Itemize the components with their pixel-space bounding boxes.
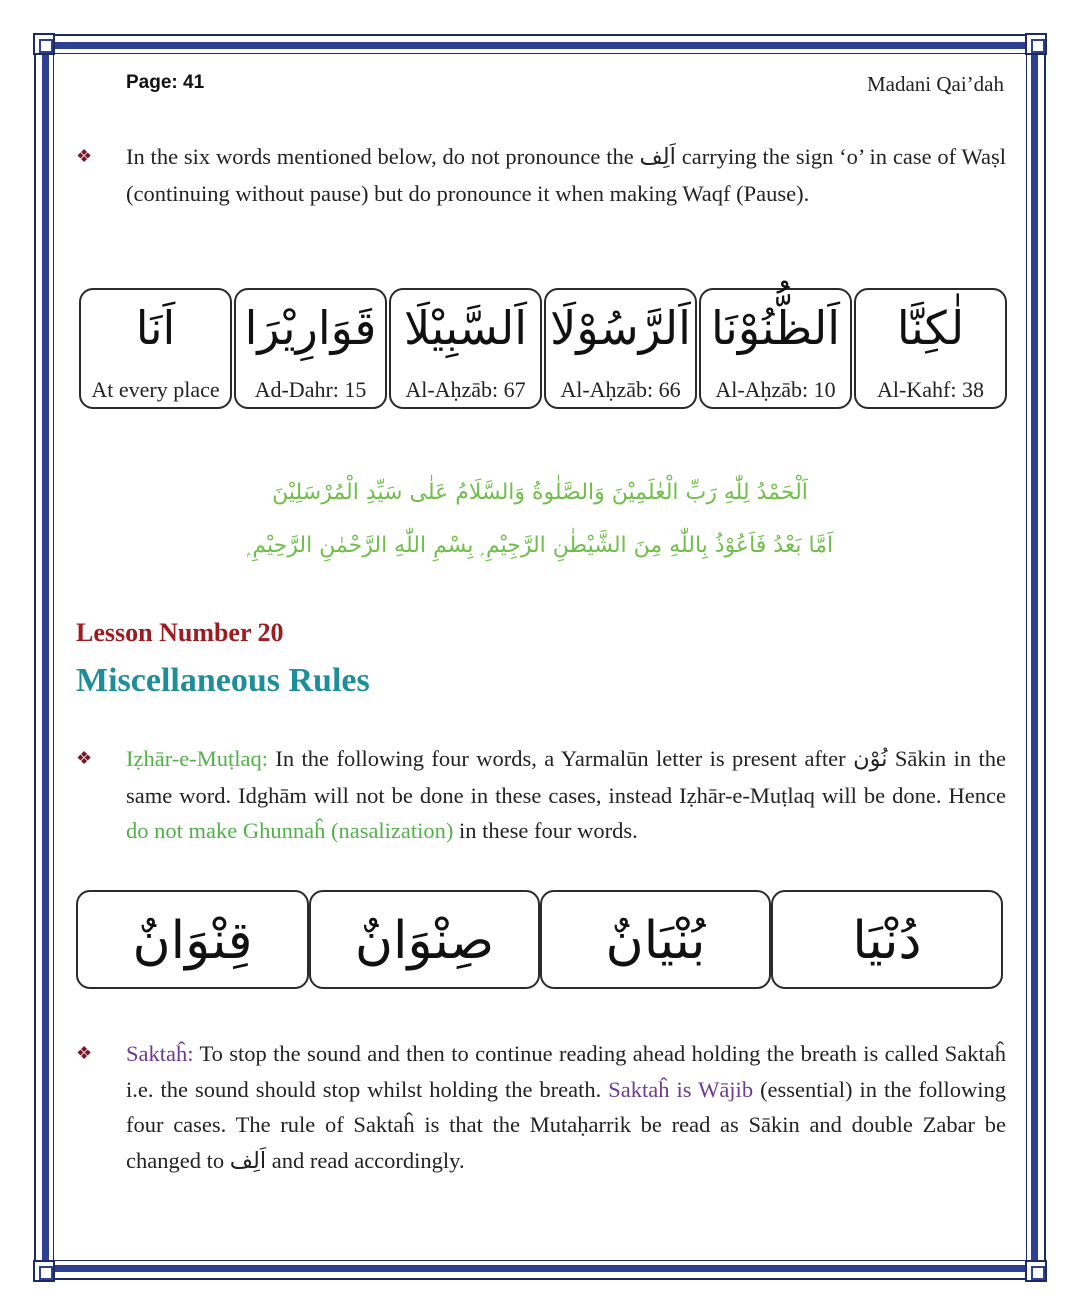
word-tile: [771, 890, 1003, 989]
frame-corner-ornament: [1025, 33, 1047, 55]
arabic-word: بُنْيَانٌ: [605, 911, 706, 971]
word-reference: Al-Aḥzāb: 66: [560, 377, 681, 402]
arabic-word: قَوَارِيْرَا: [244, 301, 377, 355]
intro-paragraph: [126, 139, 1006, 211]
intro-text-before: In the six words mentioned below, do not pronounce the: [126, 144, 640, 169]
saktah-paragraph: [126, 1036, 1006, 1179]
page-number: Page: 41: [126, 72, 205, 93]
arabic-word: صِنْوَانٌ: [354, 911, 495, 971]
izhar-text: Sākin in the same word. Idghām will not be done in these cases, instead Iẓhār-e-Muṭlaq will be done. Hence: [126, 746, 1006, 808]
word-reference: Ad-Dahr: 15: [254, 377, 367, 402]
alif-word: اَلِف: [639, 144, 676, 170]
arabic-word: اَلرَّسُوْلَا: [550, 301, 691, 355]
saktah-text: (essential) in the following four cases. The rule of Saktaĥ is that the Mutaḥarrik be read as Sākin and double Zabar be changed to: [126, 1076, 1006, 1173]
frame-corner-ornament: [1025, 1260, 1047, 1282]
word-tile: [309, 890, 540, 989]
arabic-word: قِنْوَانٌ: [132, 911, 253, 971]
noon-word: نُوْن: [853, 746, 888, 772]
saktah-highlight: Saktaĥ is Wājib: [608, 1076, 754, 1102]
word-reference: Al-Aḥzāb: 10: [715, 377, 836, 402]
izhar-text: In the following four words, a Yarmalūn letter is present after: [267, 746, 854, 771]
dua-line: اَلْحَمْدُ لِلّٰهِ رَبِّ الْعٰلَمِيْنَ وَالصَّلٰوةُ وَالسَّلَامُ عَلٰى سَيِّدِ الْمُرْسَلِيْنَ: [272, 480, 808, 505]
book-title: Madani Qai’dah: [866, 72, 1004, 96]
bullet-icon: ❖: [76, 146, 93, 166]
intro-text-after: carrying the sign ‘o’ in case of Waṣl (continuing without pause) but do pronounce it when making Waqf (Pause).: [126, 144, 1006, 206]
lesson-number: Lesson Number 20: [76, 618, 284, 647]
word-tile: [699, 288, 852, 409]
arabic-word: دُنْيَا: [852, 911, 922, 971]
izhar-highlight: do not make Ghunnaĥ (nasalization): [126, 818, 454, 843]
izhar-paragraph: [126, 741, 1006, 849]
six-words-row: [79, 288, 1007, 409]
word-reference: At every place: [91, 377, 220, 402]
dua-line: اَمَّا بَعْدُ فَاَعُوْذُ بِاللّٰهِ مِنَ الشَّيْطٰنِ الرَّجِيْمِ ۭ بِسْمِ اللّٰهِ الرَّحْمٰنِ الرَّحِيْمِ ۭ: [246, 533, 834, 558]
frame-corner-ornament: [33, 1260, 55, 1282]
bullet-icon: ❖: [76, 748, 93, 768]
frame-corner-ornament: [33, 33, 55, 55]
arabic-word: اَلسَّبِيْلَا: [403, 301, 528, 355]
lesson-title: Miscellaneous Rules: [76, 662, 370, 699]
word-tile: [76, 890, 309, 989]
saktah-text: and read accordingly.: [266, 1147, 465, 1173]
word-reference: Al-Aḥzāb: 67: [405, 377, 526, 402]
alif-word: اَلِف: [229, 1147, 267, 1174]
bullet-icon: ❖: [76, 1043, 93, 1063]
arabic-word: اَنَا: [135, 301, 176, 355]
arabic-word: لٰكِنَّا: [896, 301, 965, 355]
word-tile: [540, 890, 771, 989]
izhar-term: Iẓhār-e-Muṭlaq:: [126, 746, 268, 771]
word-reference: Al-Kahf: 38: [877, 377, 984, 402]
four-words-row: [76, 890, 1003, 989]
word-tile: [234, 288, 387, 409]
saktah-text: To stop the sound and then to continue reading ahead holding the breath is called Saktaĥ i.e. the sound should stop whilst holding the breath.: [126, 1041, 1006, 1102]
word-tile: [544, 288, 697, 409]
word-tile: [854, 288, 1007, 409]
saktah-term: Saktaĥ:: [126, 1041, 194, 1066]
word-tile: [389, 288, 542, 409]
izhar-text: in these four words.: [453, 818, 638, 843]
word-tile: [79, 288, 232, 409]
arabic-word: اَلظُّنُوْنَا: [711, 301, 840, 355]
